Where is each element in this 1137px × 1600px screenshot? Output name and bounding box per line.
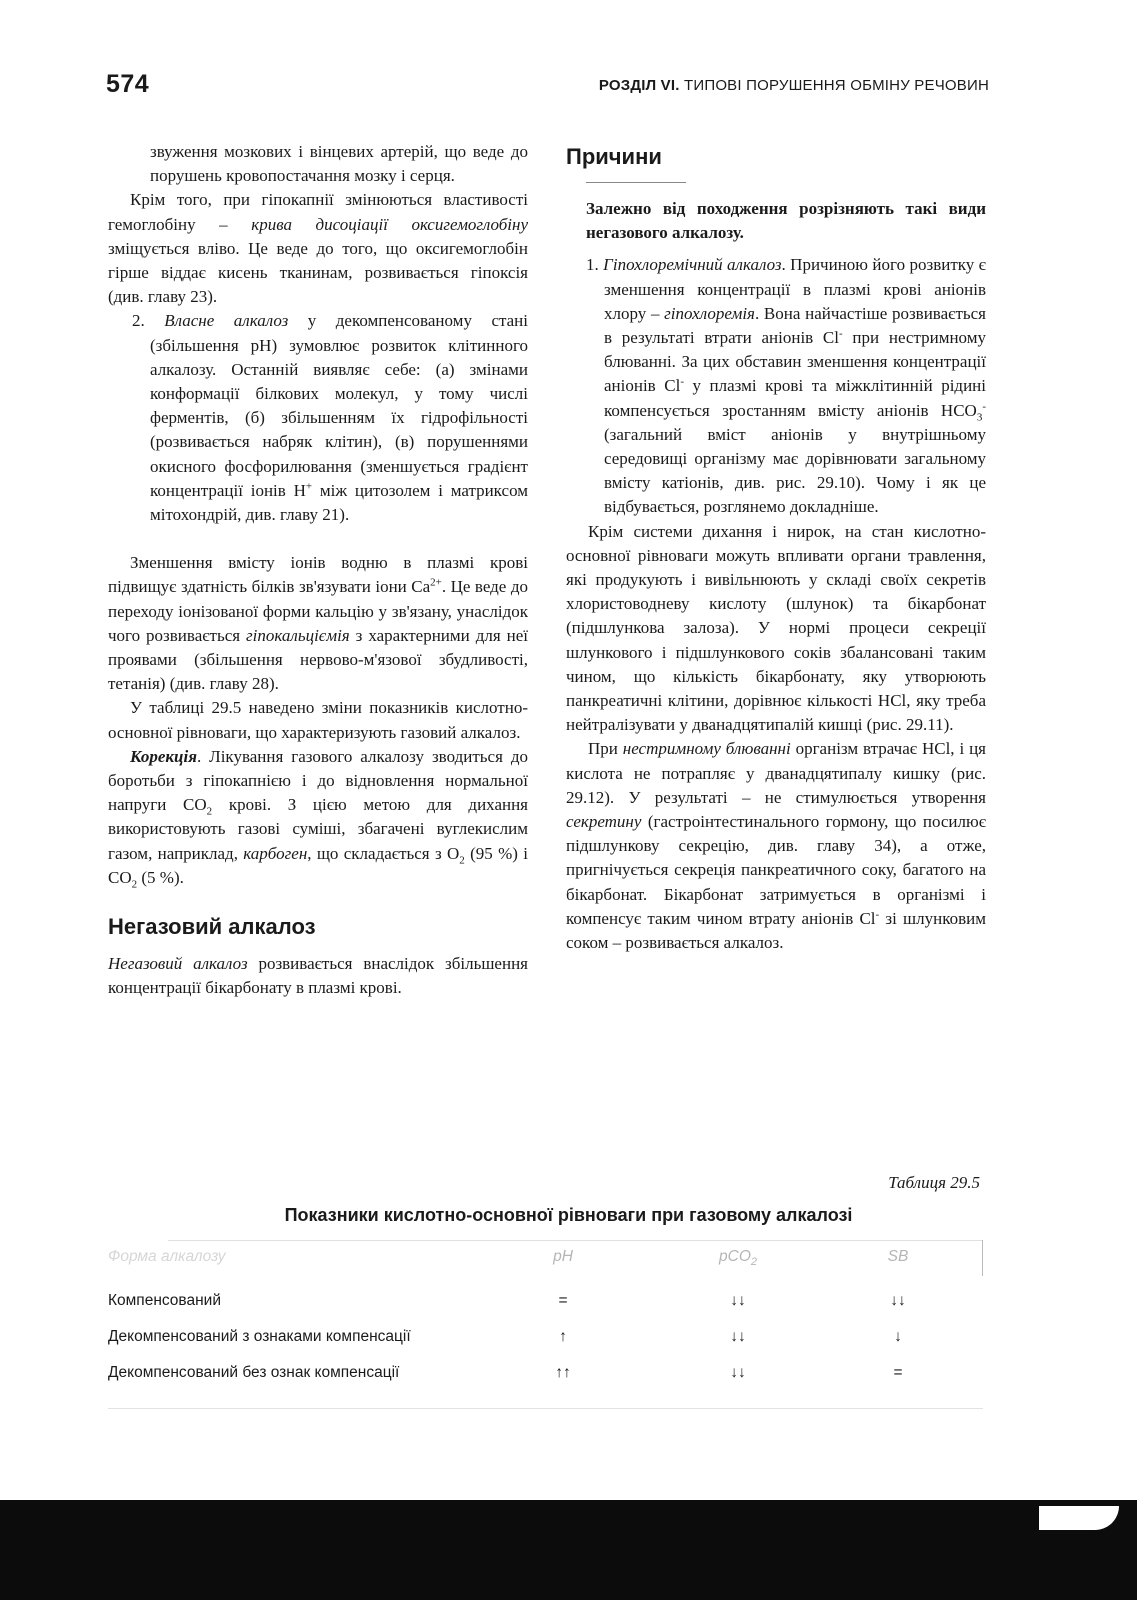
table-bottom-rule [108, 1408, 983, 1409]
data-table [108, 1240, 983, 1392]
header-form: Форма алкалозу [108, 1248, 226, 1265]
header-sb: SB [887, 1248, 909, 1265]
table-row [108, 1320, 983, 1356]
paragraph: Крім системи дихання і нирок, на стан кислотно-основної рівноваги можуть впливати органи травлення, які продукують і вивільнюють у складі своїх секретів хлористоводневу кислоту (шлунок) та бікарбонат (підшлункова залоза). У нормі процеси секреції шлункового і підшлункового соків збалансовані таким чином, що кількість бікарбонату, яку утворюють панкреатичні клітини, дорівнює кількості HCl, яку треба нейтралізувати у дванадцятипалій кишці (рис. 29.11). [566, 521, 986, 735]
row-label: Декомпенсований без ознак компенсації [108, 1364, 400, 1381]
running-head-section: РОЗДІЛ VI. [598, 77, 680, 94]
paragraph: Корекція. Лікування газового алкалозу зводиться до боротьби з гіпокапнією і до відновлення нормальної напруги $CO_2$ крові. З цією метою для дихання використовують газові суміші, збагачені вуглекислим газом, наприклад, карбоген, що складається з $O_2$ (95 %) і $CO_2$ (5 %). [108, 746, 528, 891]
row-pco2: ↓↓ [730, 1328, 746, 1345]
row-sb: = [893, 1364, 903, 1381]
scan-edge-bar [0, 1500, 1137, 1600]
row-pco2: ↓↓ [730, 1364, 746, 1381]
section-heading: Причини [566, 144, 662, 169]
divider [586, 182, 686, 183]
page-number: 574 [106, 70, 150, 98]
left-column [108, 140, 528, 1001]
numbered-item: 2. Власне алкалоз у декомпенсованому стані (збільшення pH) зумовлює розвиток клітинного алкалозу. Останній виявляє себе: (а) змінами конформації білкових молекул, у тому числі ферментів, (б) збільшенням їх гідрофільності (розвивається набряк клітин), (в) порушеннями окисного фосфорилювання (зменшується градієнт концентрації іонів H+ між цитозолем і матриксом мітохондрій, див. главу 21). [132, 311, 528, 525]
table-caption: Таблиця 29.5 [888, 1173, 980, 1192]
table-row [108, 1284, 983, 1320]
table-title: Показники кислотно-основної рівноваги при газовому алкалозі [284, 1205, 853, 1225]
numbered-item: 1. Гіпохлоремічний алкалоз. Причиною його розвитку є зменшення концентрації в плазмі крові аніонів хлору – гіпохлоремія. Вона найчастіше розвивається в результаті втрати аніонів Cl- при нестримному блюванні. За цих обставин зменшення концентрації аніонів Cl- у плазмі крові та міжклітинній рідині компенсується зростанням вмісту аніонів $HCO_3^-$ (загальний вміст аніонів у внутрішньому середовищі організму має дорівнювати загальному вмісту катіонів, див. рис. 29.10). Чому і як це відбувається, розглянемо докладніше. [586, 255, 986, 517]
table-header [108, 1240, 983, 1284]
lead-paragraph: Залежно від походження розрізняють такі види негазового алкалозу. [586, 199, 986, 243]
running-head-title: ТИПОВІ ПОРУШЕННЯ ОБМІНУ РЕЧОВИН [679, 77, 989, 94]
paragraph: Зменшення вмісту іонів водню в плазмі крові підвищує здатність білків зв'язувати іони $Ca^{2+}$. Це веде до переходу іонізованої форми кальцію у зв'язану, унаслідок чого розвивається гіпокальціємія з характерними для неї проявами (збільшення нервово-м'язової збудливості, тетанія) (див. главу 28). [108, 553, 528, 694]
section-heading: Негазовий алкалоз [108, 914, 316, 940]
running-head [599, 77, 989, 94]
header-ph: pH [553, 1248, 573, 1265]
table-row [108, 1356, 983, 1392]
paragraph: Негазовий алкалоз розвивається внаслідок збільшення концентрації бікарбонату в плазмі крові. [108, 954, 528, 998]
header-pco2: pCO$_2$ [719, 1248, 757, 1269]
row-label: Компенсований [108, 1292, 221, 1309]
row-ph: = [558, 1292, 568, 1309]
right-column [566, 140, 986, 955]
row-ph: ↑ [559, 1328, 567, 1345]
row-label: Декомпенсований з ознаками компенсації [108, 1328, 411, 1345]
paragraph: Крім того, при гіпокапнії змінюються властивості гемоглобіну – крива дисоціації оксигемоглобіну зміщується вліво. Це веде до того, що оксигемоглобін гірше віддає кисень тканинам, розвивається гіпоксія (див. главу 23). [108, 190, 528, 307]
row-sb: ↓ [894, 1328, 902, 1345]
paragraph: У таблиці 29.5 наведено зміни показників кислотно-основної рівноваги, що характеризують газовий алкалоз. [108, 698, 528, 742]
paragraph: звуження мозкових і вінцевих артерій, що веде до порушень кровопостачання мозку і серця. [150, 142, 528, 186]
row-ph: ↑↑ [555, 1364, 571, 1381]
row-pco2: ↓↓ [730, 1292, 746, 1309]
row-sb: ↓↓ [890, 1292, 906, 1309]
paragraph: При нестримному блюванні організм втрачає HCl, і ця кислота не потрапляє у дванадцятипалу кишку (рис. 29.12). У результаті – не стимулюється утворення секретину (гастроінтестинального гормону, що посилює підшлункову секрецію, див. главу 34), а отже, пригнічується секреція панкреатичного соку, багатого на бікарбонат. Бікарбонат затримується в організмі і компенсує таким чином втрату аніонів Cl- зі шлунковим соком – розвивається алкалоз. [566, 739, 987, 953]
